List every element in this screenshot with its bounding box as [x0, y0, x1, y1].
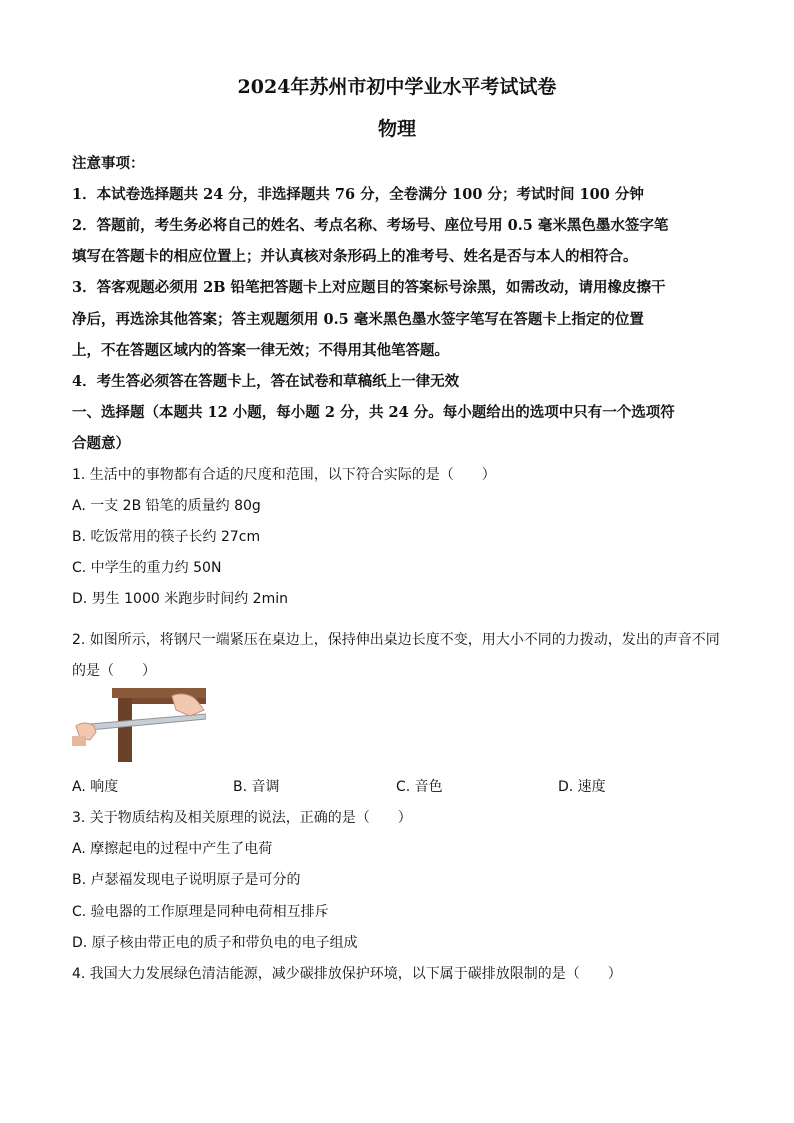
ruler-table-illustration: [72, 688, 206, 762]
q1-option-a: A. 一支 2B 铅笔的质量约 80g: [72, 498, 261, 514]
q2-option-c: C. 音色: [396, 779, 443, 795]
table-leg: [118, 698, 132, 762]
q3-stem: 3. 关于物质结构及相关原理的说法，正确的是（ ）: [72, 810, 412, 826]
note-line-4: 3．答客观题必须用 2B 铅笔把答题卡上对应题目的答案标号涂黑，如需改动，请用橡皮擦干: [72, 279, 666, 296]
note-line-7: 4．考生答必须答在答题卡上，答在试卷和草稿纸上一律无效: [72, 373, 460, 390]
q3-option-c: C. 验电器的工作原理是同种电荷相互排斥: [72, 904, 329, 920]
notes-heading: 注意事项：: [72, 155, 145, 172]
note-line-2: 2．答题前，考生务必将自己的姓名、考点名称、考场号、座位号用 0.5 毫米黑色墨水签字笔: [72, 217, 669, 234]
q3-option-a: A. 摩擦起电的过程中产生了电荷: [72, 841, 273, 857]
note-line-5: 净后，再选涂其他答案；答主观题须用 0.5 毫米黑色墨水签字笔写在答题卡上指定的位置: [72, 311, 644, 328]
exam-title: 2024年苏州市初中学业水平考试试卷: [237, 76, 557, 98]
steel-ruler: [90, 714, 206, 730]
ruler-on-table-figure: [72, 688, 206, 762]
q1-option-b: B. 吃饭常用的筷子长约 27cm: [72, 529, 261, 545]
q1-option-d: D. 男生 1000 米跑步时间约 2min: [72, 591, 288, 607]
section-heading-line-2: 合题意）: [72, 435, 130, 452]
q1-stem: 1. 生活中的事物都有合适的尺度和范围，以下符合实际的是（ ）: [72, 467, 496, 483]
note-line-1: 1．本试卷选择题共 24 分，非选择题共 76 分，全卷满分 100 分；考试时间 100 分钟: [72, 186, 644, 203]
q4-stem: 4. 我国大力发展绿色清洁能源，减少碳排放保护环境，以下属于碳排放限制的是（ ）: [72, 966, 622, 982]
q2-stem-line-1: 2. 如图所示，将钢尺一端紧压在桌边上，保持伸出桌边长度不变，用大小不同的力拨动，发出的声音不同: [72, 632, 720, 648]
q1-option-c: C. 中学生的重力约 50N: [72, 560, 222, 576]
q2-option-a: A. 响度: [72, 779, 119, 795]
section-heading-line-1: 一、选择题（本题共 12 小题，每小题 2 分，共 24 分。每小题给出的选项中只有一个选项符: [72, 404, 675, 421]
q3-option-b: B. 卢瑟福发现电子说明原子是可分的: [72, 872, 301, 888]
note-line-3: 填写在答题卡的相应位置上；并认真核对条形码上的准考号、姓名是否与本人的相符合。: [72, 248, 638, 265]
q3-option-d: D. 原子核由带正电的质子和带负电的电子组成: [72, 935, 358, 951]
q2-option-d: D. 速度: [558, 779, 606, 795]
q2-option-b: B. 音调: [233, 779, 280, 795]
note-line-6: 上，不在答题区域内的答案一律无效；不得用其他笔答题。: [72, 342, 449, 359]
q2-stem-line-2: 的是（ ）: [72, 663, 156, 679]
subject-title: 物理: [377, 118, 416, 140]
